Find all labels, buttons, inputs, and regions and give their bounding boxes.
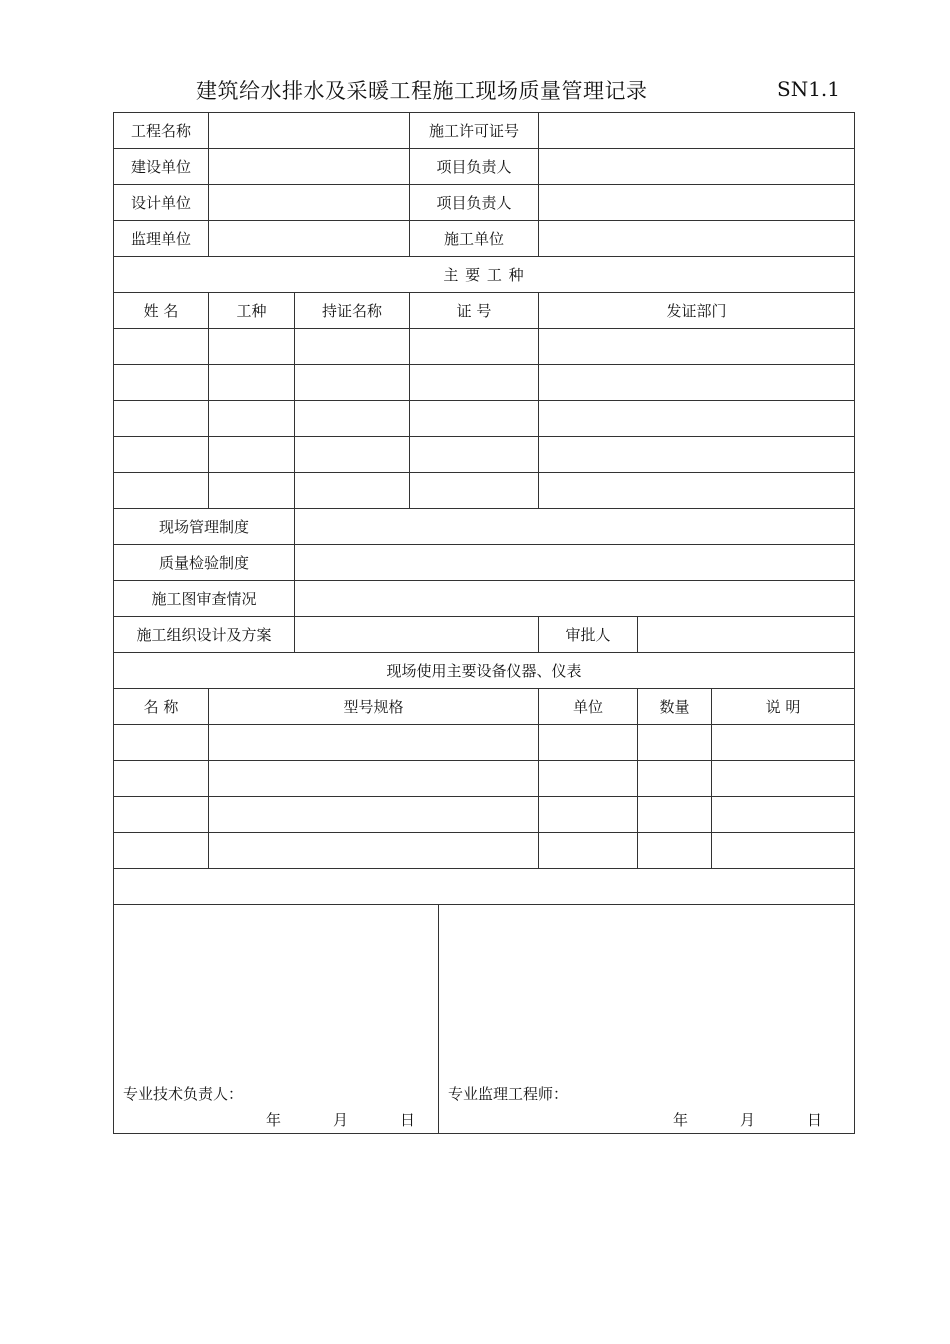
value-builder-manager[interactable] [539,149,854,184]
value-site-management[interactable] [295,509,854,544]
worker-row [114,329,854,365]
worker-cell[interactable] [410,473,539,508]
worker-cell[interactable] [295,401,410,436]
value-quality-inspection[interactable] [295,545,854,580]
equipment-cell[interactable] [712,761,854,796]
equipment-cell[interactable] [539,725,638,760]
label-approver: 审批人 [539,617,638,652]
equipment-cell[interactable] [114,725,209,760]
equipment-row [114,725,854,761]
equipment-row [114,833,854,869]
header-issuing-dept: 发证部门 [666,302,727,320]
worker-cell[interactable] [295,365,410,400]
blank-cell[interactable] [114,869,854,904]
worker-row [114,437,854,473]
label-design-manager: 项目负责人 [410,185,539,220]
row-drawing-review [114,581,854,617]
equipment-cell[interactable] [638,833,712,868]
worker-cell[interactable] [539,329,854,364]
equipment-cell[interactable] [539,833,638,868]
equipment-cell[interactable] [712,833,854,868]
supervisor-label: 专业监理工程师： [448,1085,569,1103]
label-construction: 施工单位 [410,221,539,256]
label-drawing-review: 施工图审查情况 [114,581,295,616]
label-design: 设计单位 [114,185,209,220]
worker-row [114,365,854,401]
worker-cell[interactable] [114,329,209,364]
equipment-cell[interactable] [539,761,638,796]
row-project-name [114,113,854,149]
worker-cell[interactable] [209,401,295,436]
value-supervision[interactable] [209,221,410,256]
header-name: 姓 名 [114,293,209,328]
worker-cell[interactable] [209,473,295,508]
form-grid [113,112,855,1134]
equipment-section-title: 现场使用主要设备仪器、仪表 [386,662,582,680]
worker-cell[interactable] [295,437,410,472]
value-project-name[interactable] [209,113,410,148]
label-supervision: 监理单位 [114,221,209,256]
header-equipment-name: 名 称 [114,689,209,724]
value-organization-design[interactable] [295,617,539,652]
row-quality-inspection [114,545,854,581]
worker-cell[interactable] [410,329,539,364]
worker-row [114,401,854,437]
equipment-cell[interactable] [638,797,712,832]
worker-cell[interactable] [114,365,209,400]
worker-cell[interactable] [539,401,854,436]
label-builder-manager: 项目负责人 [410,149,539,184]
supervisor-day: 日 [807,1111,823,1129]
tech-lead-signature[interactable] [114,905,439,1133]
row-site-management [114,509,854,545]
value-permit[interactable] [539,113,854,148]
row-blank [114,869,854,905]
equipment-cell[interactable] [209,761,539,796]
header-quantity: 数量 [638,689,712,724]
tech-lead-year: 年 [266,1111,282,1129]
equipment-cell[interactable] [209,725,539,760]
worker-cell[interactable] [539,365,854,400]
label-site-management: 现场管理制度 [114,509,295,544]
worker-cell[interactable] [114,473,209,508]
row-workers-title [114,257,854,293]
row-builder [114,149,854,185]
worker-cell[interactable] [410,437,539,472]
value-builder[interactable] [209,149,410,184]
worker-cell[interactable] [295,473,410,508]
tech-lead-day: 日 [400,1111,416,1129]
equipment-cell[interactable] [209,833,539,868]
equipment-cell[interactable] [638,761,712,796]
header-remarks: 说 明 [765,698,801,716]
worker-cell[interactable] [114,437,209,472]
equipment-cell[interactable] [114,797,209,832]
equipment-cell[interactable] [114,761,209,796]
equipment-cell[interactable] [712,797,854,832]
header-certificate-number: 证 号 [410,293,539,328]
label-quality-inspection: 质量检验制度 [114,545,295,580]
value-drawing-review[interactable] [295,581,854,616]
tech-lead-label: 专业技术负责人： [123,1085,244,1103]
label-project-name: 工程名称 [114,113,209,148]
worker-cell[interactable] [295,329,410,364]
row-equipment-title [114,653,854,689]
label-builder: 建设单位 [114,149,209,184]
equipment-cell[interactable] [712,725,854,760]
worker-cell[interactable] [209,437,295,472]
value-design[interactable] [209,185,410,220]
header-trade: 工种 [209,293,295,328]
document-title: 建筑给水排水及采暖工程施工现场质量管理记录 [196,79,648,103]
supervisor-month: 月 [740,1111,756,1129]
label-organization-design: 施工组织设计及方案 [114,617,295,652]
equipment-cell[interactable] [114,833,209,868]
equipment-row [114,761,854,797]
header-unit: 单位 [539,689,638,724]
supervisor-signature[interactable] [439,905,854,1133]
label-permit: 施工许可证号 [410,113,539,148]
row-design [114,185,854,221]
workers-section-title: 主 要 工 种 [443,266,525,284]
worker-cell[interactable] [209,365,295,400]
row-organization-design [114,617,854,653]
row-workers-header [114,293,854,329]
form-code: SN1.1 [777,77,841,101]
equipment-row [114,797,854,833]
signature-area [114,905,854,1133]
equipment-cell[interactable] [209,797,539,832]
value-design-manager[interactable] [539,185,854,220]
row-equipment-header [114,689,854,725]
equipment-cell[interactable] [638,725,712,760]
worker-cell[interactable] [539,437,854,472]
supervisor-year: 年 [673,1111,689,1129]
header-certificate-name: 持证名称 [295,293,410,328]
worker-row [114,473,854,509]
equipment-cell[interactable] [539,797,638,832]
row-supervision [114,221,854,257]
tech-lead-month: 月 [333,1111,349,1129]
worker-cell[interactable] [410,365,539,400]
worker-cell[interactable] [209,329,295,364]
value-construction[interactable] [539,221,854,256]
header-model-spec: 型号规格 [209,689,539,724]
worker-cell[interactable] [410,401,539,436]
worker-cell[interactable] [539,473,854,508]
value-approver[interactable] [638,617,854,652]
worker-cell[interactable] [114,401,209,436]
